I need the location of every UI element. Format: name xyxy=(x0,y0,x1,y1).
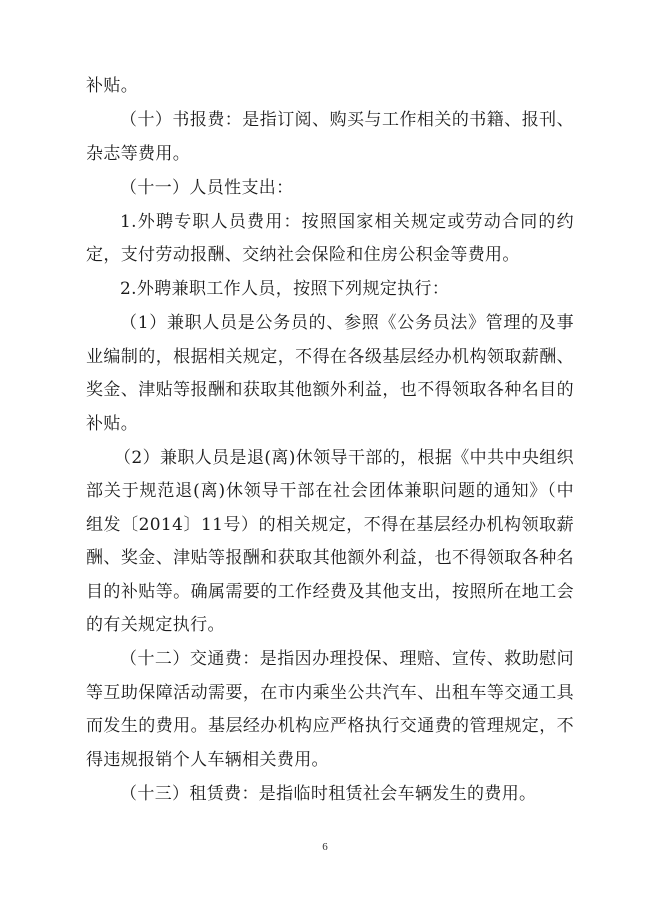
paragraph-retired-cadre: （2）兼职人员是退(离)休领导干部的，根据《中共中央组织部关于规范退(离)休领导干部在社会团体兼职问题的通知》（中组发〔2014〕11号）的相关规定，不得在基层经办机构领取薪酬、奖金、津贴等报酬和获取其他额外利益，也不得领取各种名目的补贴等。确属需要的工作经费及其他支出，按照所在地工会的有关规定执行。 xyxy=(86,447,574,635)
paragraph-book-fees: （十）书报费：是指订阅、购买与工作相关的书籍、报刊、杂志等费用。 xyxy=(86,110,574,164)
paragraph-personnel-heading: （十一）人员性支出： xyxy=(120,177,294,198)
paragraph-transport-fees: （十二）交通费：是指因办理投保、理赔、宣传、救助慰问等互助保障活动需要，在市内乘坐公共汽车、出租车等交通工具而发生的费用。基层经办机构应严格执行交通费的管理规定，不得违规报销个人车辆相关费用。 xyxy=(86,649,574,770)
paragraph-continuation: 补贴。 xyxy=(86,76,139,96)
paragraph-parttime-staff: 2.外聘兼职工作人员，按照下列规定执行： xyxy=(120,279,450,299)
paragraph-fulltime-staff: 1.外聘专职人员费用：按照国家相关规定或劳动合同的约定，支付劳动报酬、交纳社会保险和住房公积金等费用。 xyxy=(86,211,574,265)
paragraph-civil-servant: （1）兼职人员是公务员的、参照《公务员法》管理的及事业编制的，根据相关规定，不得在各级基层经办机构领取薪酬、奖金、津贴等报酬和获取其他额外利益，也不得领取各种名目的补贴。 xyxy=(86,313,574,434)
page-number: 6 xyxy=(322,841,328,853)
document-body xyxy=(86,70,574,812)
paragraph-rental-fees: （十三）租赁费：是指临时租赁社会车辆发生的费用。 xyxy=(120,783,537,804)
